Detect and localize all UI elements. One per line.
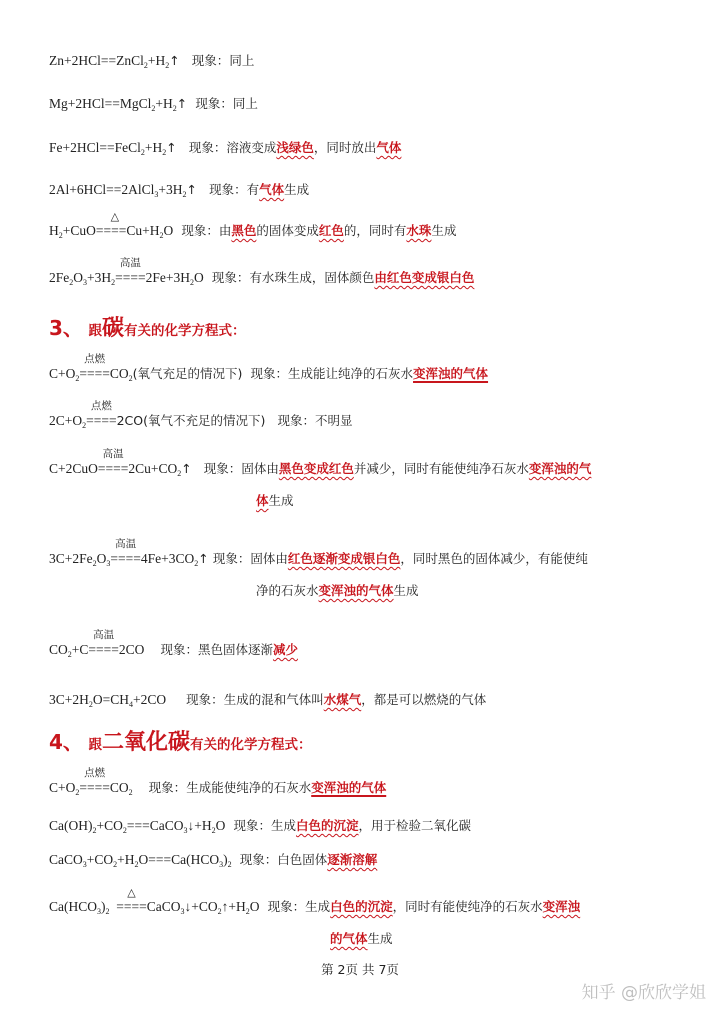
- equation-mg-hcl: $Mg+2HCl==MgCl_2+H_2↑$ 现象：同上: [49, 96, 258, 113]
- equation-caoh2-co2: $Ca(OH)_2+CO_2===CaCO_3↓+H_2O$ 现象：生成白色的沉淀，用于检验二氧化碳: [49, 818, 472, 835]
- equation-zn-hcl: $Zn+2HCl==ZnCl_2+H_2↑$ 现象：同上: [49, 53, 255, 70]
- equation-h2-cuo: $H_2+CuO=$ △ $===Cu+H_2O$ 现象：由黑色的固体变成红色的，同时有水珠生成: [49, 210, 457, 240]
- section-heading-carbon: 3、 跟碳有关的化学方程式：: [49, 316, 246, 341]
- equation-cahco3-decompose-cont: 的气体生成: [330, 931, 393, 946]
- equation-al-hcl: $2Al+6HCl==2AlCl_3+3H_2↑$ 现象：有气体生成: [49, 182, 310, 199]
- equation-co2-c-o2: $C+O_2$ 点燃 $====CO_2$ 现象：生成能使纯净的石灰水变浑浊的气体: [49, 767, 387, 797]
- section-heading-co2: 4、 跟二氧化碳有关的化学方程式：: [49, 730, 312, 755]
- equation-c-cuo: C+2CuO 高温 $====2Cu+CO_2↑$ 现象：固体由黑色变成红色并减少，同时有能使纯净石灰水变浑浊的气: [49, 448, 592, 478]
- equation-cahco3-decompose: $Ca(HCO_3)_2$ △ $====CaCO_3↓+CO_2↑+H_2O$ 现象：生成白色的沉淀，同时有能使纯净的石灰水变浑浊: [49, 886, 581, 916]
- equation-c-fe2o3: $3C+2Fe_2O_3$ 高温 $====4Fe+3CO_2↑$ 现象：固体由红色逐渐变成银白色，同时黑色的固体减少，有能使纯: [49, 538, 588, 568]
- equation-c-h2o: $3C+2H_2O=CH_4+2CO$ 现象：生成的混和气体叫水煤气，都是可以燃烧的气体: [49, 692, 487, 709]
- watermark: 知乎 @欣欣学姐: [581, 983, 706, 1003]
- equation-co2-c: $CO_2+C$ 高温 ====2CO 现象：黑色固体逐渐减少: [49, 629, 298, 659]
- equation-c-cuo-cont: 体生成: [256, 493, 294, 508]
- page-footer: 第 2页 共 7页: [321, 962, 399, 977]
- equation-c-o2-sufficient: $C+O_2$ 点燃 $====CO_2$(氧气充足的情况下) 现象：生成能让纯净的石灰水变浑浊的气体: [49, 353, 489, 383]
- equation-fe2o3-h2: $2Fe_2O_3+3H_2$ 高温 $====2Fe+3H_2O$ 现象：有水珠生成，固体颜色由红色变成银白色: [49, 257, 475, 287]
- equation-c-o2-insufficient: $2C+O_2$ 点燃 ====2CO(氧气不充足的情况下) 现象：不明显: [49, 400, 353, 430]
- equation-fe-hcl: $Fe+2HCl==FeCl_2+H_2↑$ 现象：溶液变成浅绿色，同时放出气体: [49, 140, 402, 157]
- equation-c-fe2o3-cont: 净的石灰水变浑浊的气体生成: [256, 583, 419, 598]
- equation-caco3-co2-h2o: $CaCO_3+CO_2+H_2O===Ca(HCO_3)_2$ 现象：白色固体逐渐溶解: [49, 852, 378, 869]
